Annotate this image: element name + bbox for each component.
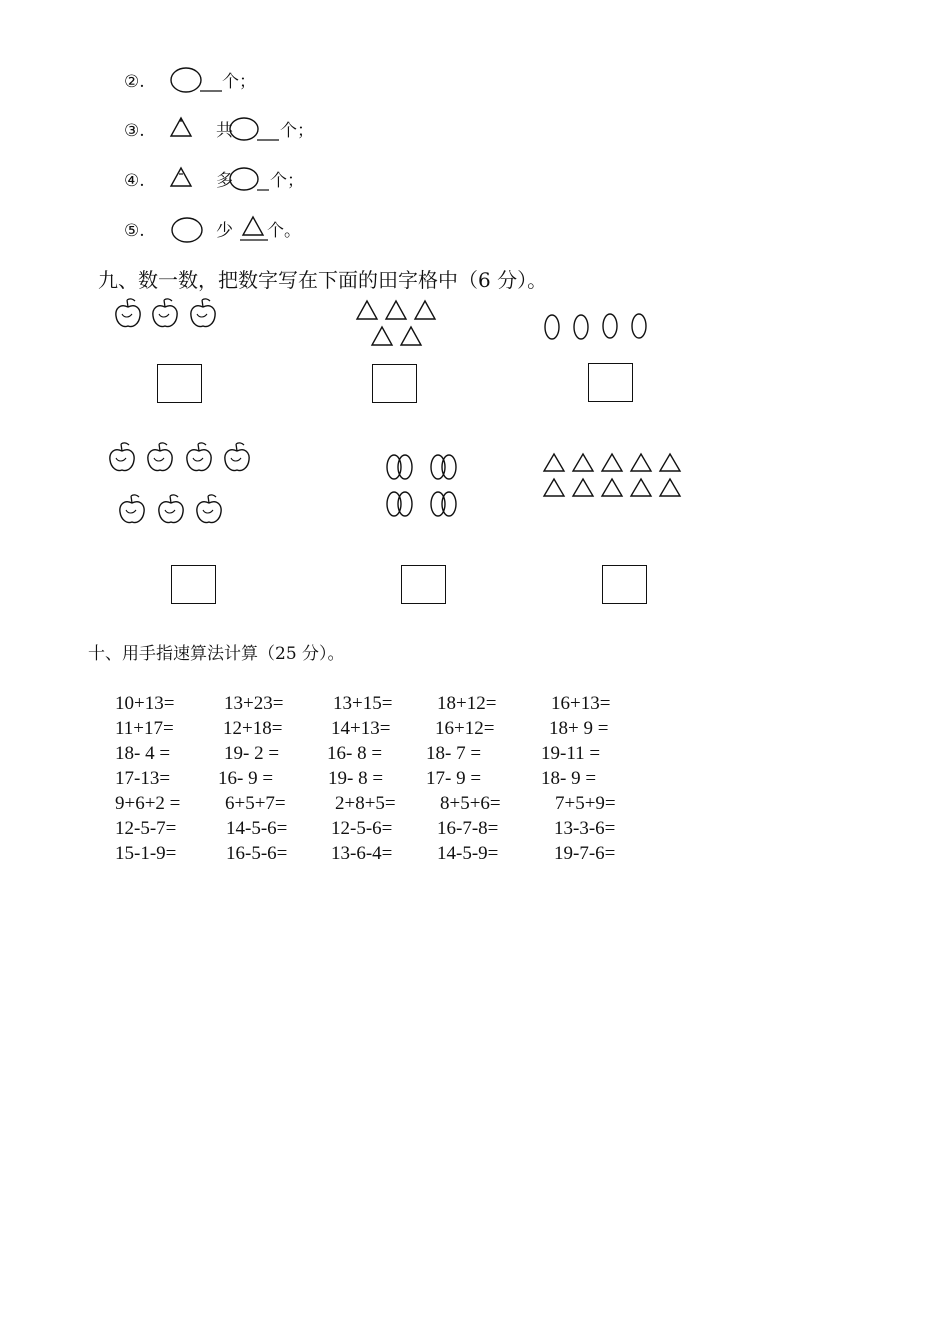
item-number: ②. [124,72,145,92]
calc-problem: 13+23= [224,693,284,714]
unit-text: 个。 [267,221,301,241]
calc-problem: 16+13= [551,693,611,714]
compare-text: 多 [216,171,233,191]
oval-icon [574,315,588,339]
unit-text: 个； [270,171,304,191]
item-number: ⑤. [124,221,145,241]
triangle-icon [415,301,435,319]
calc-problem: 12-5-7= [115,818,177,839]
apple-icon [148,443,172,471]
compare-text: 少 [216,221,233,241]
answer-box-apples-7[interactable] [171,565,216,604]
calc-problem: 11+17= [115,718,174,739]
answer-box-triangles-5[interactable] [372,364,417,403]
calc-problem: 13-6-4= [331,843,393,864]
item-number: ④. [124,171,145,191]
oval-pairs-group [383,450,465,522]
calc-problem: 18- 9 = [541,768,597,789]
calc-problem: 15-1-9= [115,843,177,864]
calc-problem: 19- 2 = [224,743,280,764]
apple-icon [120,495,144,523]
triangles-group-2 [542,450,687,500]
compare-text: 共 [216,121,233,141]
calc-problem: 10+13= [115,693,175,714]
calc-problem: 18+12= [437,693,497,714]
section-10-heading: 十、用手指速算法计算（25 分）。 [88,644,345,664]
circle-icon [229,116,281,142]
apple-icon [191,299,215,327]
ovals-group [541,311,651,343]
triangle-icon [240,214,268,242]
apple-icon [116,299,140,327]
triangle-icon [357,301,377,319]
apple-icon [110,443,134,471]
apple-icon [225,443,249,471]
calc-problem: 18- 4 = [115,743,171,764]
oval-icon [632,314,646,338]
calc-problem: 12+18= [223,718,283,739]
triangle-icon [170,166,194,188]
calc-problem: 17-13= [115,768,171,789]
oval-icon [545,315,559,339]
calc-problem: 16- 8 = [327,743,383,764]
calc-problem: 19-7-6= [554,843,616,864]
calc-problem: 7+5+9= [555,793,616,814]
calc-problem: 16-5-6= [226,843,288,864]
calc-problem: 17- 9 = [426,768,482,789]
calc-problem: 18+ 9 = [549,718,609,739]
calc-problem: 16+12= [435,718,495,739]
section-9-heading: 九、数一数，把数字写在下面的田字格中（6 分）。 [98,268,548,292]
calc-problem: 8+5+6= [440,793,501,814]
triangle-icon [386,301,406,319]
calc-problem: 18- 7 = [426,743,482,764]
calc-problem: 16-7-8= [437,818,499,839]
triangle-icon [170,116,194,138]
calc-problem: 6+5+7= [225,793,286,814]
circle-icon [170,67,222,93]
triangle-icon [372,327,392,345]
answer-box-triangles-10[interactable] [602,565,647,604]
apple-icons-group-2 [106,438,256,530]
apple-icon [197,495,221,523]
calc-problem: 14+13= [331,718,391,739]
calc-problem: 9+6+2 = [115,793,181,814]
apple-icon [187,443,211,471]
item-number: ③. [124,121,145,141]
calc-problem: 16- 9 = [218,768,274,789]
calc-problem: 13+15= [333,693,393,714]
calc-problem: 12-5-6= [331,818,393,839]
calc-problem: 19- 8 = [328,768,384,789]
calc-problem: 19-11 = [541,743,601,764]
triangles-group [355,298,445,350]
unit-text: 个； [280,121,314,141]
triangle-icon [401,327,421,345]
circle-icon [170,216,204,244]
apple-icons-group [112,294,222,330]
circle-icon [229,166,269,192]
calc-problem: 13-3-6= [554,818,616,839]
answer-box-ovals-8[interactable] [401,565,446,604]
calc-problem: 14-5-9= [437,843,499,864]
oval-icon [603,314,617,338]
calc-problem: 2+8+5= [335,793,396,814]
calc-problem: 14-5-6= [226,818,288,839]
answer-box-ovals-4[interactable] [588,363,633,402]
apple-icon [153,299,177,327]
answer-box-apples-3[interactable] [157,364,202,403]
apple-icon [159,495,183,523]
unit-text: 个； [222,72,256,92]
